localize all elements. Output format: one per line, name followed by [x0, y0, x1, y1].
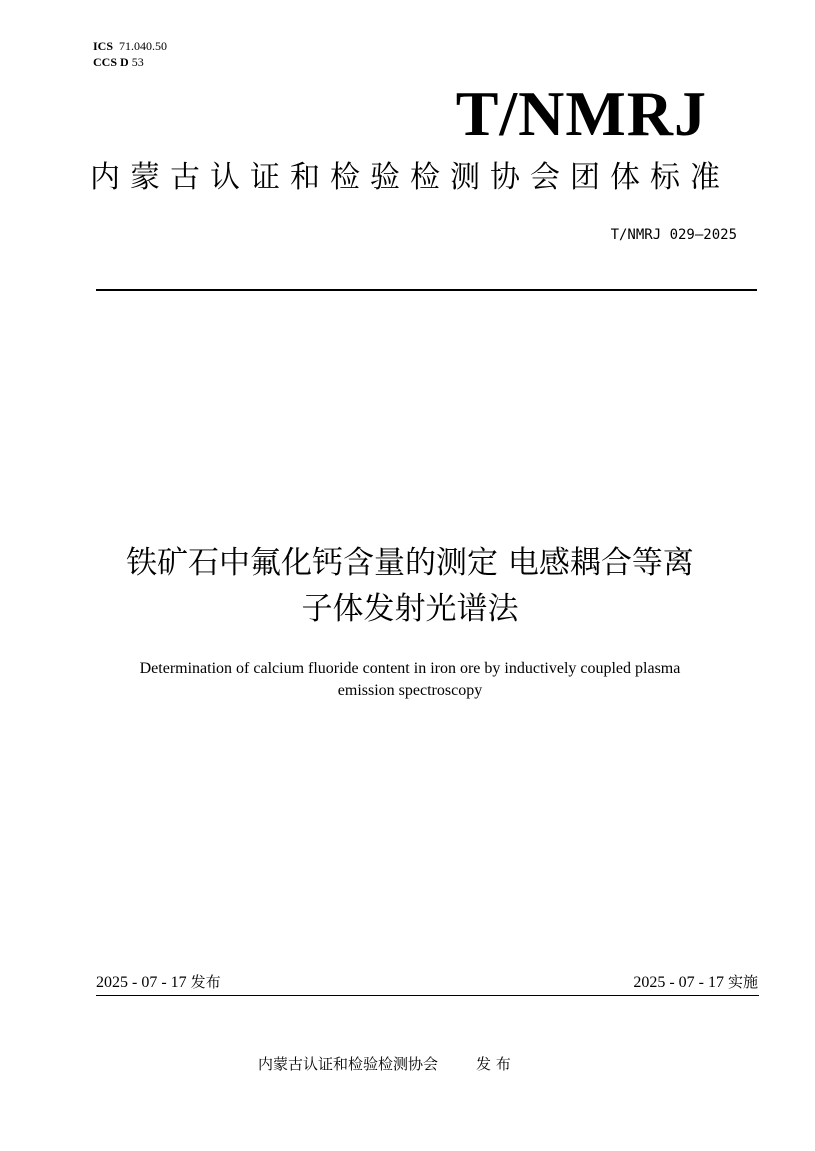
- standard-brand: T/NMRJ: [455, 78, 707, 149]
- implementation-date: [633, 972, 758, 993]
- publisher-name: 内蒙古认证和检验检测协会: [258, 1055, 439, 1073]
- issue-date-value: 2025 - 07 - 17: [96, 974, 187, 991]
- ccs-label: CCS: [93, 55, 118, 69]
- chinese-title-line1: 铁矿石中氟化钙含量的测定 电感耦合等离: [126, 545, 694, 581]
- ccs-line: [93, 54, 167, 70]
- ccs-letter: D: [120, 55, 129, 69]
- ccs-value: 53: [131, 55, 144, 69]
- implementation-date-value: 2025 - 07 - 17: [633, 974, 724, 991]
- english-title: [60, 658, 760, 702]
- ics-value: 71.040.50: [119, 39, 168, 53]
- header-divider: [96, 289, 757, 291]
- chinese-title-line2: 子体发射光谱法: [301, 591, 519, 627]
- english-title-line2: emission spectroscopy: [337, 682, 483, 699]
- organization-title: 内蒙古认证和检验检测协会团体标准: [90, 160, 730, 195]
- footer-divider: [96, 995, 759, 996]
- implementation-date-label: 实施: [727, 973, 758, 991]
- issue-date: [96, 972, 221, 993]
- classification-codes: [93, 38, 167, 70]
- publisher-line: [258, 1054, 511, 1074]
- standard-code: T/NMRJ 029—2025: [610, 227, 737, 243]
- issue-date-label: 发布: [190, 973, 221, 991]
- ics-line: [93, 38, 167, 54]
- chinese-title: [60, 540, 760, 632]
- publisher-action: 发 布: [476, 1055, 511, 1073]
- ics-label: ICS: [93, 39, 114, 53]
- english-title-line1: Determination of calcium fluoride content in iron ore by inductively coupled plasma: [139, 660, 681, 677]
